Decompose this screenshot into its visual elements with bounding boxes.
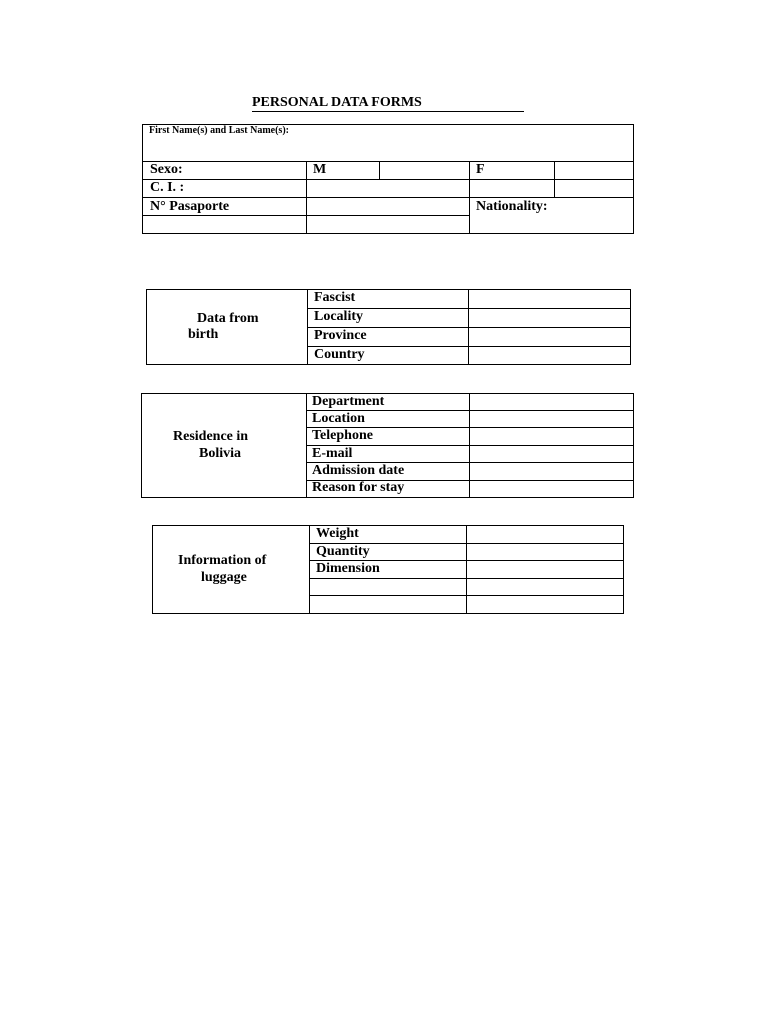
row-divider <box>142 179 634 180</box>
birth-field-input[interactable] <box>470 291 629 307</box>
luggage-section-label-line2: luggage <box>201 570 247 585</box>
birth-row-label: Fascist <box>314 290 356 305</box>
luggage-section-label-line1: Information of <box>178 553 267 568</box>
ci-label: C. I. : <box>150 180 185 195</box>
birth-field-input[interactable] <box>470 329 629 345</box>
sex-male-label: M <box>313 162 327 177</box>
birth-section-label-line1: Data from <box>197 311 259 326</box>
birth-section-label-line2: birth <box>188 327 219 342</box>
luggage-field-input[interactable] <box>468 562 622 577</box>
residence-field-input[interactable] <box>471 464 632 479</box>
nationality-field[interactable] <box>471 216 632 232</box>
residence-field-input[interactable] <box>471 482 632 496</box>
row-divider <box>309 578 624 579</box>
sex-label: Sexo: <box>150 162 183 177</box>
residence-field-input[interactable] <box>471 447 632 461</box>
birth-row-label: Locality <box>314 309 363 324</box>
residence-row-label: E-mail <box>312 446 353 461</box>
sex-male-checkbox[interactable] <box>381 163 467 178</box>
luggage-row-label: Weight <box>316 526 359 541</box>
birth-row-label: Country <box>314 347 365 362</box>
passport-field[interactable] <box>308 199 468 214</box>
residence-row-label: Reason for stay <box>312 480 405 495</box>
residence-section-label-line1: Residence in <box>173 429 249 444</box>
luggage-field-input[interactable] <box>468 527 622 542</box>
residence-row-label: Department <box>312 394 385 409</box>
col-divider <box>309 525 310 614</box>
row-divider <box>142 197 634 198</box>
col-divider <box>306 161 307 234</box>
residence-field-input[interactable] <box>471 429 632 444</box>
luggage-field-input[interactable] <box>468 597 622 612</box>
residence-field-input[interactable] <box>471 395 632 409</box>
full-name-label: First Name(s) and Last Name(s): <box>149 125 289 136</box>
ci-field[interactable] <box>308 181 468 196</box>
sex-female-label: F <box>476 162 485 177</box>
col-divider <box>466 525 467 614</box>
nationality-label: Nationality: <box>476 199 548 214</box>
luggage-row-label: Dimension <box>316 561 380 576</box>
birth-row-label: Province <box>314 328 367 343</box>
page-title: PERSONAL DATA FORMS <box>252 95 524 112</box>
birth-field-input[interactable] <box>470 310 629 326</box>
residence-row-label: Telephone <box>312 428 373 443</box>
residence-row-label: Location <box>312 411 365 426</box>
luggage-row-label: Quantity <box>316 544 370 559</box>
col-divider <box>469 161 470 234</box>
row-divider <box>142 161 634 162</box>
residence-field-input[interactable] <box>471 412 632 426</box>
passport-label: N° Pasaporte <box>150 199 230 214</box>
residence-row-label: Admission date <box>312 463 405 478</box>
row-divider <box>309 595 624 596</box>
col-divider <box>379 161 380 179</box>
luggage-field-input[interactable] <box>468 580 622 594</box>
birth-field-input[interactable] <box>470 348 629 363</box>
sex-female-checkbox[interactable] <box>556 163 632 178</box>
luggage-field-input[interactable] <box>468 545 622 559</box>
col-divider <box>554 161 555 197</box>
residence-section-label-line2: Bolivia <box>199 446 242 461</box>
row-divider <box>306 445 634 446</box>
full-name-field[interactable] <box>146 140 630 159</box>
